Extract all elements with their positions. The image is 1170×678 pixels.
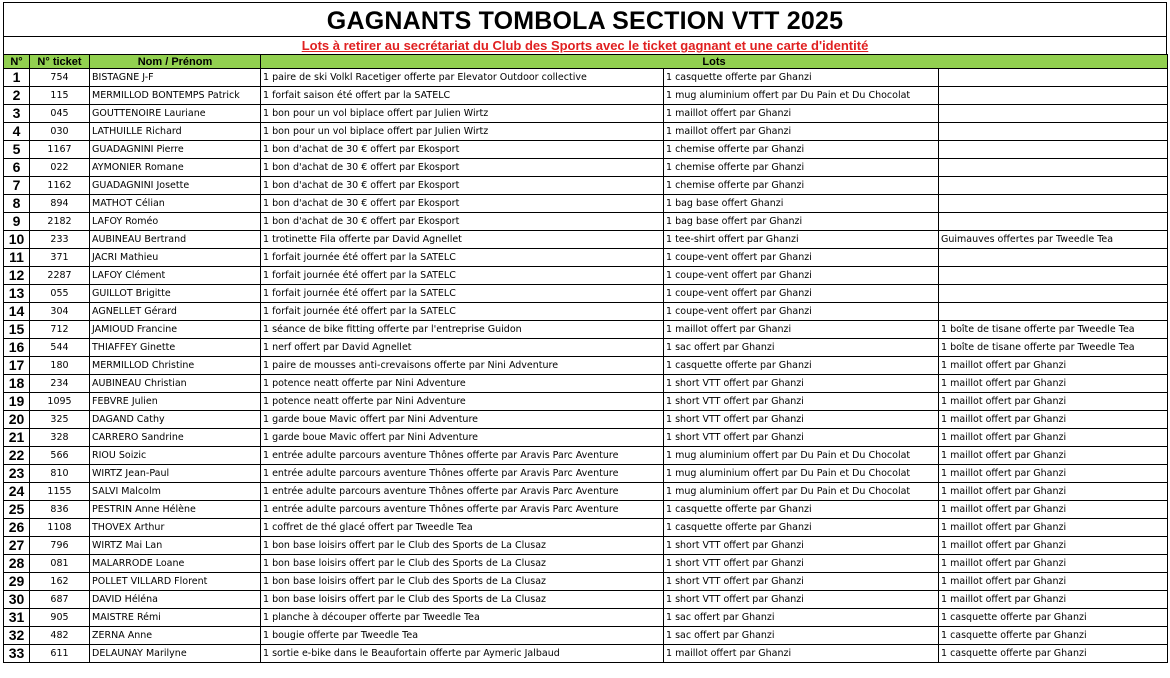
row-number: 6 [4, 159, 30, 177]
winner-name: WIRTZ Mai Lan [90, 537, 261, 555]
winner-name: LAFOY Roméo [90, 213, 261, 231]
prize-2: 1 casquette offerte par Ghanzi [664, 357, 939, 375]
table-row [4, 177, 1168, 195]
row-number: 2 [4, 87, 30, 105]
prize-3: Guimauves offertes par Tweedle Tea [939, 231, 1168, 249]
winner-name: JAMIOUD Francine [90, 321, 261, 339]
prize-2: 1 coupe-vent offert par Ghanzi [664, 249, 939, 267]
table-row [4, 393, 1168, 411]
prize-3: 1 maillot offert par Ghanzi [939, 393, 1168, 411]
prize-3 [939, 141, 1168, 159]
prize-1: 1 bon d'achat de 30 € offert par Ekosport [261, 195, 664, 213]
ticket-number: 045 [30, 105, 90, 123]
prize-1: 1 garde boue Mavic offert par Nini Adventure [261, 411, 664, 429]
table-row [4, 231, 1168, 249]
prize-3 [939, 285, 1168, 303]
winner-name: LATHUILLE Richard [90, 123, 261, 141]
ticket-number: 810 [30, 465, 90, 483]
table-row [4, 537, 1168, 555]
prize-1: 1 forfait journée été offert par la SATELC [261, 249, 664, 267]
row-number: 15 [4, 321, 30, 339]
prize-1: 1 nerf offert par David Agnellet [261, 339, 664, 357]
prize-2: 1 bag base offert par Ghanzi [664, 213, 939, 231]
winner-name: BISTAGNE J-F [90, 69, 261, 87]
winner-name: ZERNA Anne [90, 627, 261, 645]
row-number: 3 [4, 105, 30, 123]
ticket-number: 328 [30, 429, 90, 447]
page-title: GAGNANTS TOMBOLA SECTION VTT 2025 [3, 2, 1167, 36]
row-number: 28 [4, 555, 30, 573]
prize-1: 1 potence neatt offerte par Nini Adventure [261, 393, 664, 411]
pickup-instructions: Lots à retirer au secrétariat du Club des Sports avec le ticket gagnant et une carte d'identité [3, 36, 1167, 54]
table-row [4, 339, 1168, 357]
table-row [4, 609, 1168, 627]
prize-3 [939, 303, 1168, 321]
prize-1: 1 potence neatt offerte par Nini Adventure [261, 375, 664, 393]
row-number: 33 [4, 645, 30, 663]
prize-3 [939, 195, 1168, 213]
prize-1: 1 entrée adulte parcours aventure Thônes offerte par Aravis Parc Aventure [261, 483, 664, 501]
row-number: 22 [4, 447, 30, 465]
prize-2: 1 bag base offert Ghanzi [664, 195, 939, 213]
row-number: 30 [4, 591, 30, 609]
prize-1: 1 bon pour un vol biplace offert par Julien Wirtz [261, 105, 664, 123]
prize-3: 1 maillot offert par Ghanzi [939, 483, 1168, 501]
prize-2: 1 short VTT offert par Ghanzi [664, 555, 939, 573]
row-number: 11 [4, 249, 30, 267]
table-row [4, 429, 1168, 447]
prize-3: 1 casquette offerte par Ghanzi [939, 609, 1168, 627]
prize-3: 1 maillot offert par Ghanzi [939, 375, 1168, 393]
table-row [4, 573, 1168, 591]
winner-name: MATHOT Célian [90, 195, 261, 213]
row-number: 12 [4, 267, 30, 285]
ticket-number: 2287 [30, 267, 90, 285]
prize-2: 1 casquette offerte par Ghanzi [664, 519, 939, 537]
prize-2: 1 casquette offerte par Ghanzi [664, 69, 939, 87]
ticket-number: 180 [30, 357, 90, 375]
row-number: 27 [4, 537, 30, 555]
prize-2: 1 chemise offerte par Ghanzi [664, 159, 939, 177]
row-number: 17 [4, 357, 30, 375]
ticket-number: 1155 [30, 483, 90, 501]
prize-3: 1 boîte de tisane offerte par Tweedle Tea [939, 321, 1168, 339]
ticket-number: 304 [30, 303, 90, 321]
table-row [4, 447, 1168, 465]
prize-2: 1 chemise offerte par Ghanzi [664, 141, 939, 159]
prize-1: 1 forfait saison été offert par la SATELC [261, 87, 664, 105]
prize-2: 1 mug aluminium offert par Du Pain et Du Chocolat [664, 447, 939, 465]
ticket-number: 894 [30, 195, 90, 213]
winner-name: CARRERO Sandrine [90, 429, 261, 447]
prize-3: 1 boîte de tisane offerte par Tweedle Tea [939, 339, 1168, 357]
prize-2: 1 sac offert par Ghanzi [664, 339, 939, 357]
prize-3: 1 casquette offerte par Ghanzi [939, 645, 1168, 663]
table-row [4, 357, 1168, 375]
prize-2: 1 maillot offert par Ghanzi [664, 123, 939, 141]
winner-name: SALVI Malcolm [90, 483, 261, 501]
row-number: 20 [4, 411, 30, 429]
winners-table [3, 54, 1168, 663]
prize-2: 1 short VTT offert par Ghanzi [664, 573, 939, 591]
winner-name: MAISTRE Rémi [90, 609, 261, 627]
ticket-number: 796 [30, 537, 90, 555]
row-number: 9 [4, 213, 30, 231]
prize-2: 1 short VTT offert par Ghanzi [664, 537, 939, 555]
table-row [4, 69, 1168, 87]
winner-name: DELAUNAY Marilyne [90, 645, 261, 663]
table-row [4, 501, 1168, 519]
prize-1: 1 paire de mousses anti-crevaisons offerte par Nini Adventure [261, 357, 664, 375]
prize-1: 1 bon d'achat de 30 € offert par Ekosport [261, 213, 664, 231]
row-number: 21 [4, 429, 30, 447]
ticket-number: 1108 [30, 519, 90, 537]
ticket-number: 030 [30, 123, 90, 141]
ticket-number: 611 [30, 645, 90, 663]
prize-1: 1 paire de ski Volkl Racetiger offerte par Elevator Outdoor collective [261, 69, 664, 87]
table-row [4, 645, 1168, 663]
prize-1: 1 bon base loisirs offert par le Club des Sports de La Clusaz [261, 555, 664, 573]
ticket-number: 754 [30, 69, 90, 87]
row-number: 7 [4, 177, 30, 195]
prize-2: 1 mug aluminium offert par Du Pain et Du Chocolat [664, 87, 939, 105]
prize-3: 1 maillot offert par Ghanzi [939, 537, 1168, 555]
prize-1: 1 entrée adulte parcours aventure Thônes offerte par Aravis Parc Aventure [261, 501, 664, 519]
prize-2: 1 short VTT offert par Ghanzi [664, 375, 939, 393]
ticket-number: 162 [30, 573, 90, 591]
ticket-number: 687 [30, 591, 90, 609]
table-row [4, 519, 1168, 537]
prize-3: 1 maillot offert par Ghanzi [939, 429, 1168, 447]
prize-3: 1 maillot offert par Ghanzi [939, 501, 1168, 519]
prize-2: 1 tee-shirt offert par Ghanzi [664, 231, 939, 249]
row-number: 16 [4, 339, 30, 357]
row-number: 24 [4, 483, 30, 501]
prize-1: 1 forfait journée été offert par la SATELC [261, 303, 664, 321]
prize-2: 1 casquette offerte par Ghanzi [664, 501, 939, 519]
table-row [4, 159, 1168, 177]
row-number: 26 [4, 519, 30, 537]
table-header-row [4, 55, 1168, 69]
prize-3 [939, 267, 1168, 285]
table-row [4, 375, 1168, 393]
prize-1: 1 bon base loisirs offert par le Club des Sports de La Clusaz [261, 573, 664, 591]
prize-3 [939, 105, 1168, 123]
prize-1: 1 bon pour un vol biplace offert par Julien Wirtz [261, 123, 664, 141]
header-ticket: N° ticket [30, 55, 90, 69]
winner-name: AGNELLET Gérard [90, 303, 261, 321]
row-number: 32 [4, 627, 30, 645]
table-row [4, 483, 1168, 501]
row-number: 5 [4, 141, 30, 159]
ticket-number: 566 [30, 447, 90, 465]
prize-3 [939, 249, 1168, 267]
header-name: Nom / Prénom [90, 55, 261, 69]
winner-name: DAVID Héléna [90, 591, 261, 609]
prize-3: 1 casquette offerte par Ghanzi [939, 627, 1168, 645]
ticket-number: 115 [30, 87, 90, 105]
row-number: 8 [4, 195, 30, 213]
winner-name: AYMONIER Romane [90, 159, 261, 177]
prize-3: 1 maillot offert par Ghanzi [939, 555, 1168, 573]
prize-1: 1 bon base loisirs offert par le Club des Sports de La Clusaz [261, 591, 664, 609]
prize-2: 1 mug aluminium offert par Du Pain et Du Chocolat [664, 483, 939, 501]
ticket-number: 233 [30, 231, 90, 249]
prize-1: 1 bon d'achat de 30 € offert par Ekosport [261, 141, 664, 159]
row-number: 25 [4, 501, 30, 519]
winner-name: RIOU Soizic [90, 447, 261, 465]
prize-2: 1 short VTT offert par Ghanzi [664, 393, 939, 411]
table-row [4, 213, 1168, 231]
row-number: 4 [4, 123, 30, 141]
ticket-number: 055 [30, 285, 90, 303]
prize-2: 1 short VTT offert par Ghanzi [664, 411, 939, 429]
ticket-number: 2182 [30, 213, 90, 231]
prize-3 [939, 159, 1168, 177]
winner-name: POLLET VILLARD Florent [90, 573, 261, 591]
ticket-number: 081 [30, 555, 90, 573]
table-row [4, 87, 1168, 105]
table-row [4, 465, 1168, 483]
prize-1: 1 coffret de thé glacé offert par Tweedle Tea [261, 519, 664, 537]
prize-3: 1 maillot offert par Ghanzi [939, 573, 1168, 591]
winner-name: THIAFFEY Ginette [90, 339, 261, 357]
table-row [4, 303, 1168, 321]
row-number: 18 [4, 375, 30, 393]
prize-2: 1 maillot offert par Ghanzi [664, 645, 939, 663]
row-number: 1 [4, 69, 30, 87]
winner-name: AUBINEAU Bertrand [90, 231, 261, 249]
winner-name: WIRTZ Jean-Paul [90, 465, 261, 483]
prize-3: 1 maillot offert par Ghanzi [939, 357, 1168, 375]
table-row [4, 555, 1168, 573]
prize-2: 1 coupe-vent offert par Ghanzi [664, 267, 939, 285]
prize-3 [939, 87, 1168, 105]
prize-1: 1 trotinette Fila offerte par David Agnellet [261, 231, 664, 249]
winner-name: GUILLOT Brigitte [90, 285, 261, 303]
ticket-number: 1162 [30, 177, 90, 195]
prize-2: 1 mug aluminium offert par Du Pain et Du Chocolat [664, 465, 939, 483]
prize-2: 1 coupe-vent offert par Ghanzi [664, 303, 939, 321]
ticket-number: 905 [30, 609, 90, 627]
prize-1: 1 séance de bike fitting offerte par l'entreprise Guidon [261, 321, 664, 339]
table-row [4, 195, 1168, 213]
header-number: N° [4, 55, 30, 69]
prize-2: 1 short VTT offert par Ghanzi [664, 591, 939, 609]
prize-1: 1 garde boue Mavic offert par Nini Adventure [261, 429, 664, 447]
prize-3: 1 maillot offert par Ghanzi [939, 591, 1168, 609]
winners-rows [4, 69, 1168, 663]
prize-1: 1 entrée adulte parcours aventure Thônes offerte par Aravis Parc Aventure [261, 447, 664, 465]
ticket-number: 1167 [30, 141, 90, 159]
prize-1: 1 sortie e-bike dans le Beaufortain offerte par Aymeric Jalbaud [261, 645, 664, 663]
ticket-number: 325 [30, 411, 90, 429]
ticket-number: 1095 [30, 393, 90, 411]
prize-1: 1 forfait journée été offert par la SATELC [261, 267, 664, 285]
header-lots: Lots [261, 55, 1168, 69]
row-number: 31 [4, 609, 30, 627]
ticket-number: 712 [30, 321, 90, 339]
winner-name: GOUTTENOIRE Lauriane [90, 105, 261, 123]
prize-1: 1 planche à découper offerte par Tweedle Tea [261, 609, 664, 627]
winner-name: GUADAGNINI Josette [90, 177, 261, 195]
prize-3 [939, 177, 1168, 195]
prize-1: 1 bon d'achat de 30 € offert par Ekosport [261, 159, 664, 177]
winner-name: FEBVRE Julien [90, 393, 261, 411]
prize-2: 1 short VTT offert par Ghanzi [664, 429, 939, 447]
prize-3 [939, 123, 1168, 141]
table-row [4, 321, 1168, 339]
table-row [4, 123, 1168, 141]
ticket-number: 544 [30, 339, 90, 357]
ticket-number: 371 [30, 249, 90, 267]
prize-1: 1 entrée adulte parcours aventure Thônes offerte par Aravis Parc Aventure [261, 465, 664, 483]
prize-3: 1 maillot offert par Ghanzi [939, 411, 1168, 429]
row-number: 19 [4, 393, 30, 411]
winner-name: MALARRODE Loane [90, 555, 261, 573]
table-row [4, 411, 1168, 429]
row-number: 10 [4, 231, 30, 249]
prize-3 [939, 213, 1168, 231]
winner-name: MERMILLOD Christine [90, 357, 261, 375]
ticket-number: 022 [30, 159, 90, 177]
results-sheet [3, 2, 1167, 663]
table-row [4, 105, 1168, 123]
prize-2: 1 chemise offerte par Ghanzi [664, 177, 939, 195]
prize-1: 1 bon d'achat de 30 € offert par Ekosport [261, 177, 664, 195]
ticket-number: 234 [30, 375, 90, 393]
ticket-number: 836 [30, 501, 90, 519]
row-number: 14 [4, 303, 30, 321]
prize-2: 1 maillot offert par Ghanzi [664, 105, 939, 123]
table-row [4, 267, 1168, 285]
winner-name: LAFOY Clément [90, 267, 261, 285]
prize-2: 1 sac offert par Ghanzi [664, 627, 939, 645]
table-row [4, 591, 1168, 609]
winner-name: PESTRIN Anne Hélène [90, 501, 261, 519]
winner-name: JACRI Mathieu [90, 249, 261, 267]
prize-1: 1 bon base loisirs offert par le Club des Sports de La Clusaz [261, 537, 664, 555]
prize-3 [939, 69, 1168, 87]
table-row [4, 285, 1168, 303]
table-row [4, 141, 1168, 159]
prize-3: 1 maillot offert par Ghanzi [939, 447, 1168, 465]
winner-name: GUADAGNINI Pierre [90, 141, 261, 159]
row-number: 23 [4, 465, 30, 483]
prize-2: 1 coupe-vent offert par Ghanzi [664, 285, 939, 303]
prize-1: 1 forfait journée été offert par la SATELC [261, 285, 664, 303]
winner-name: MERMILLOD BONTEMPS Patrick [90, 87, 261, 105]
prize-3: 1 maillot offert par Ghanzi [939, 465, 1168, 483]
table-row [4, 627, 1168, 645]
prize-1: 1 bougie offerte par Tweedle Tea [261, 627, 664, 645]
row-number: 29 [4, 573, 30, 591]
prize-3: 1 maillot offert par Ghanzi [939, 519, 1168, 537]
prize-2: 1 maillot offert par Ghanzi [664, 321, 939, 339]
winner-name: DAGAND Cathy [90, 411, 261, 429]
winner-name: THOVEX Arthur [90, 519, 261, 537]
ticket-number: 482 [30, 627, 90, 645]
table-row [4, 249, 1168, 267]
prize-2: 1 sac offert par Ghanzi [664, 609, 939, 627]
winner-name: AUBINEAU Christian [90, 375, 261, 393]
row-number: 13 [4, 285, 30, 303]
